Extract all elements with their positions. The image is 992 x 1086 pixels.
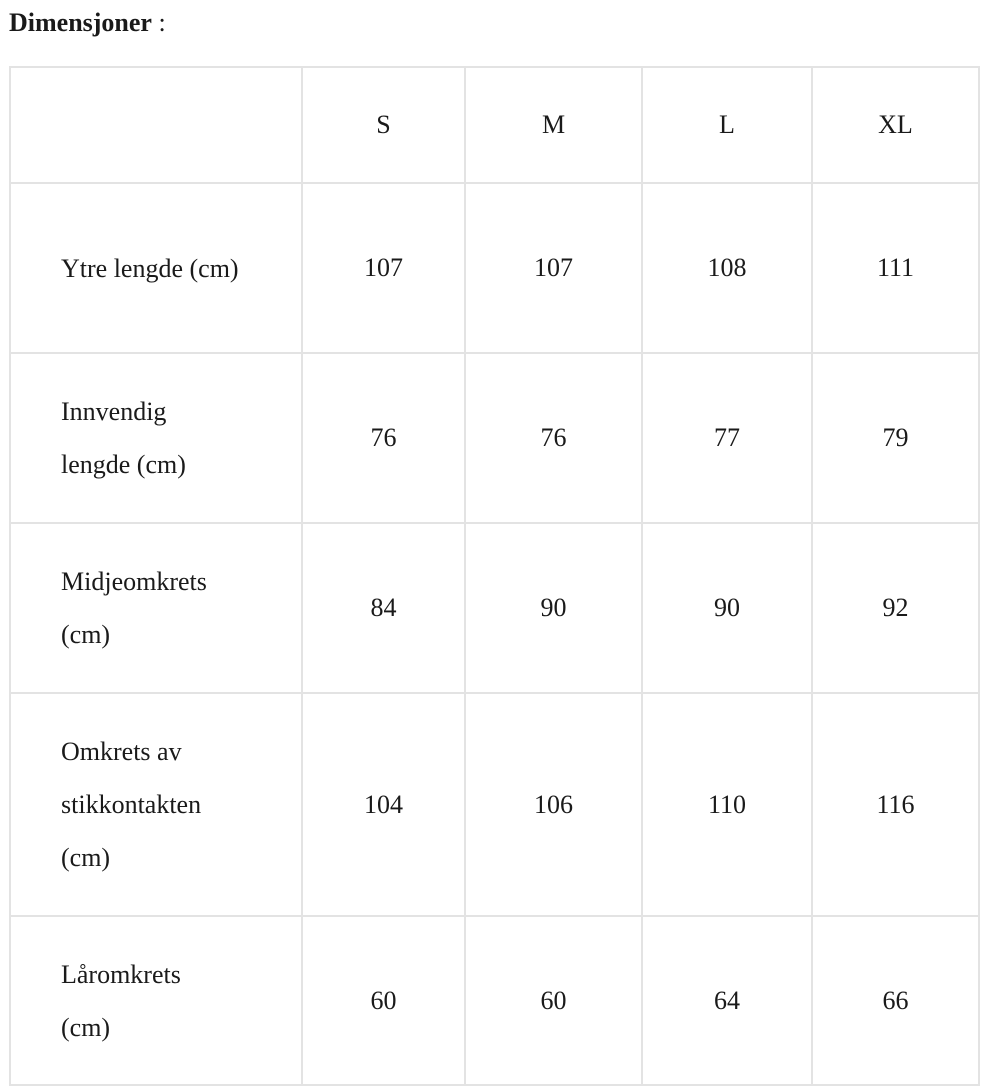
table-cell: 90 bbox=[465, 523, 642, 693]
table-row bbox=[10, 183, 979, 353]
header-size-s: S bbox=[302, 67, 465, 183]
header-size-xl: XL bbox=[812, 67, 979, 183]
heading-label: Dimensjoner bbox=[9, 8, 152, 37]
row-label bbox=[10, 523, 302, 693]
row-label bbox=[10, 183, 302, 353]
table-cell: 76 bbox=[302, 353, 465, 523]
table-cell: 107 bbox=[302, 183, 465, 353]
table-cell: 107 bbox=[465, 183, 642, 353]
table-cell: 84 bbox=[302, 523, 465, 693]
table-cell: 76 bbox=[465, 353, 642, 523]
row-label-text: Innvendig lengde (cm) bbox=[61, 397, 186, 479]
table-cell: 92 bbox=[812, 523, 979, 693]
table-cell: 104 bbox=[302, 693, 465, 916]
table-row bbox=[10, 916, 979, 1085]
table-cell: 111 bbox=[812, 183, 979, 353]
table-cell: 66 bbox=[812, 916, 979, 1085]
row-label-text: Omkrets av stikkontakten (cm) bbox=[61, 737, 202, 872]
table-cell: 106 bbox=[465, 693, 642, 916]
row-label bbox=[10, 916, 302, 1085]
row-label bbox=[10, 693, 302, 916]
header-corner-cell bbox=[10, 67, 302, 183]
header-size-m: M bbox=[465, 67, 642, 183]
table-row bbox=[10, 693, 979, 916]
dimensions-heading bbox=[9, 6, 166, 40]
row-label-text: Ytre lengde (cm) bbox=[61, 253, 239, 283]
table-cell: 60 bbox=[465, 916, 642, 1085]
table-cell: 79 bbox=[812, 353, 979, 523]
row-label-text: Låromkrets (cm) bbox=[61, 959, 181, 1042]
table-row bbox=[10, 523, 979, 693]
table-cell: 116 bbox=[812, 693, 979, 916]
table-header-row bbox=[10, 67, 979, 183]
table-row bbox=[10, 353, 979, 523]
table-cell: 77 bbox=[642, 353, 812, 523]
table-cell: 90 bbox=[642, 523, 812, 693]
dimensions-table bbox=[9, 66, 980, 1086]
header-size-l: L bbox=[642, 67, 812, 183]
table-cell: 110 bbox=[642, 693, 812, 916]
heading-colon: : bbox=[151, 8, 166, 37]
table-cell: 64 bbox=[642, 916, 812, 1085]
table-cell: 60 bbox=[302, 916, 465, 1085]
row-label bbox=[10, 353, 302, 523]
row-label-text: Midjeomkrets (cm) bbox=[61, 567, 207, 649]
table-cell: 108 bbox=[642, 183, 812, 353]
